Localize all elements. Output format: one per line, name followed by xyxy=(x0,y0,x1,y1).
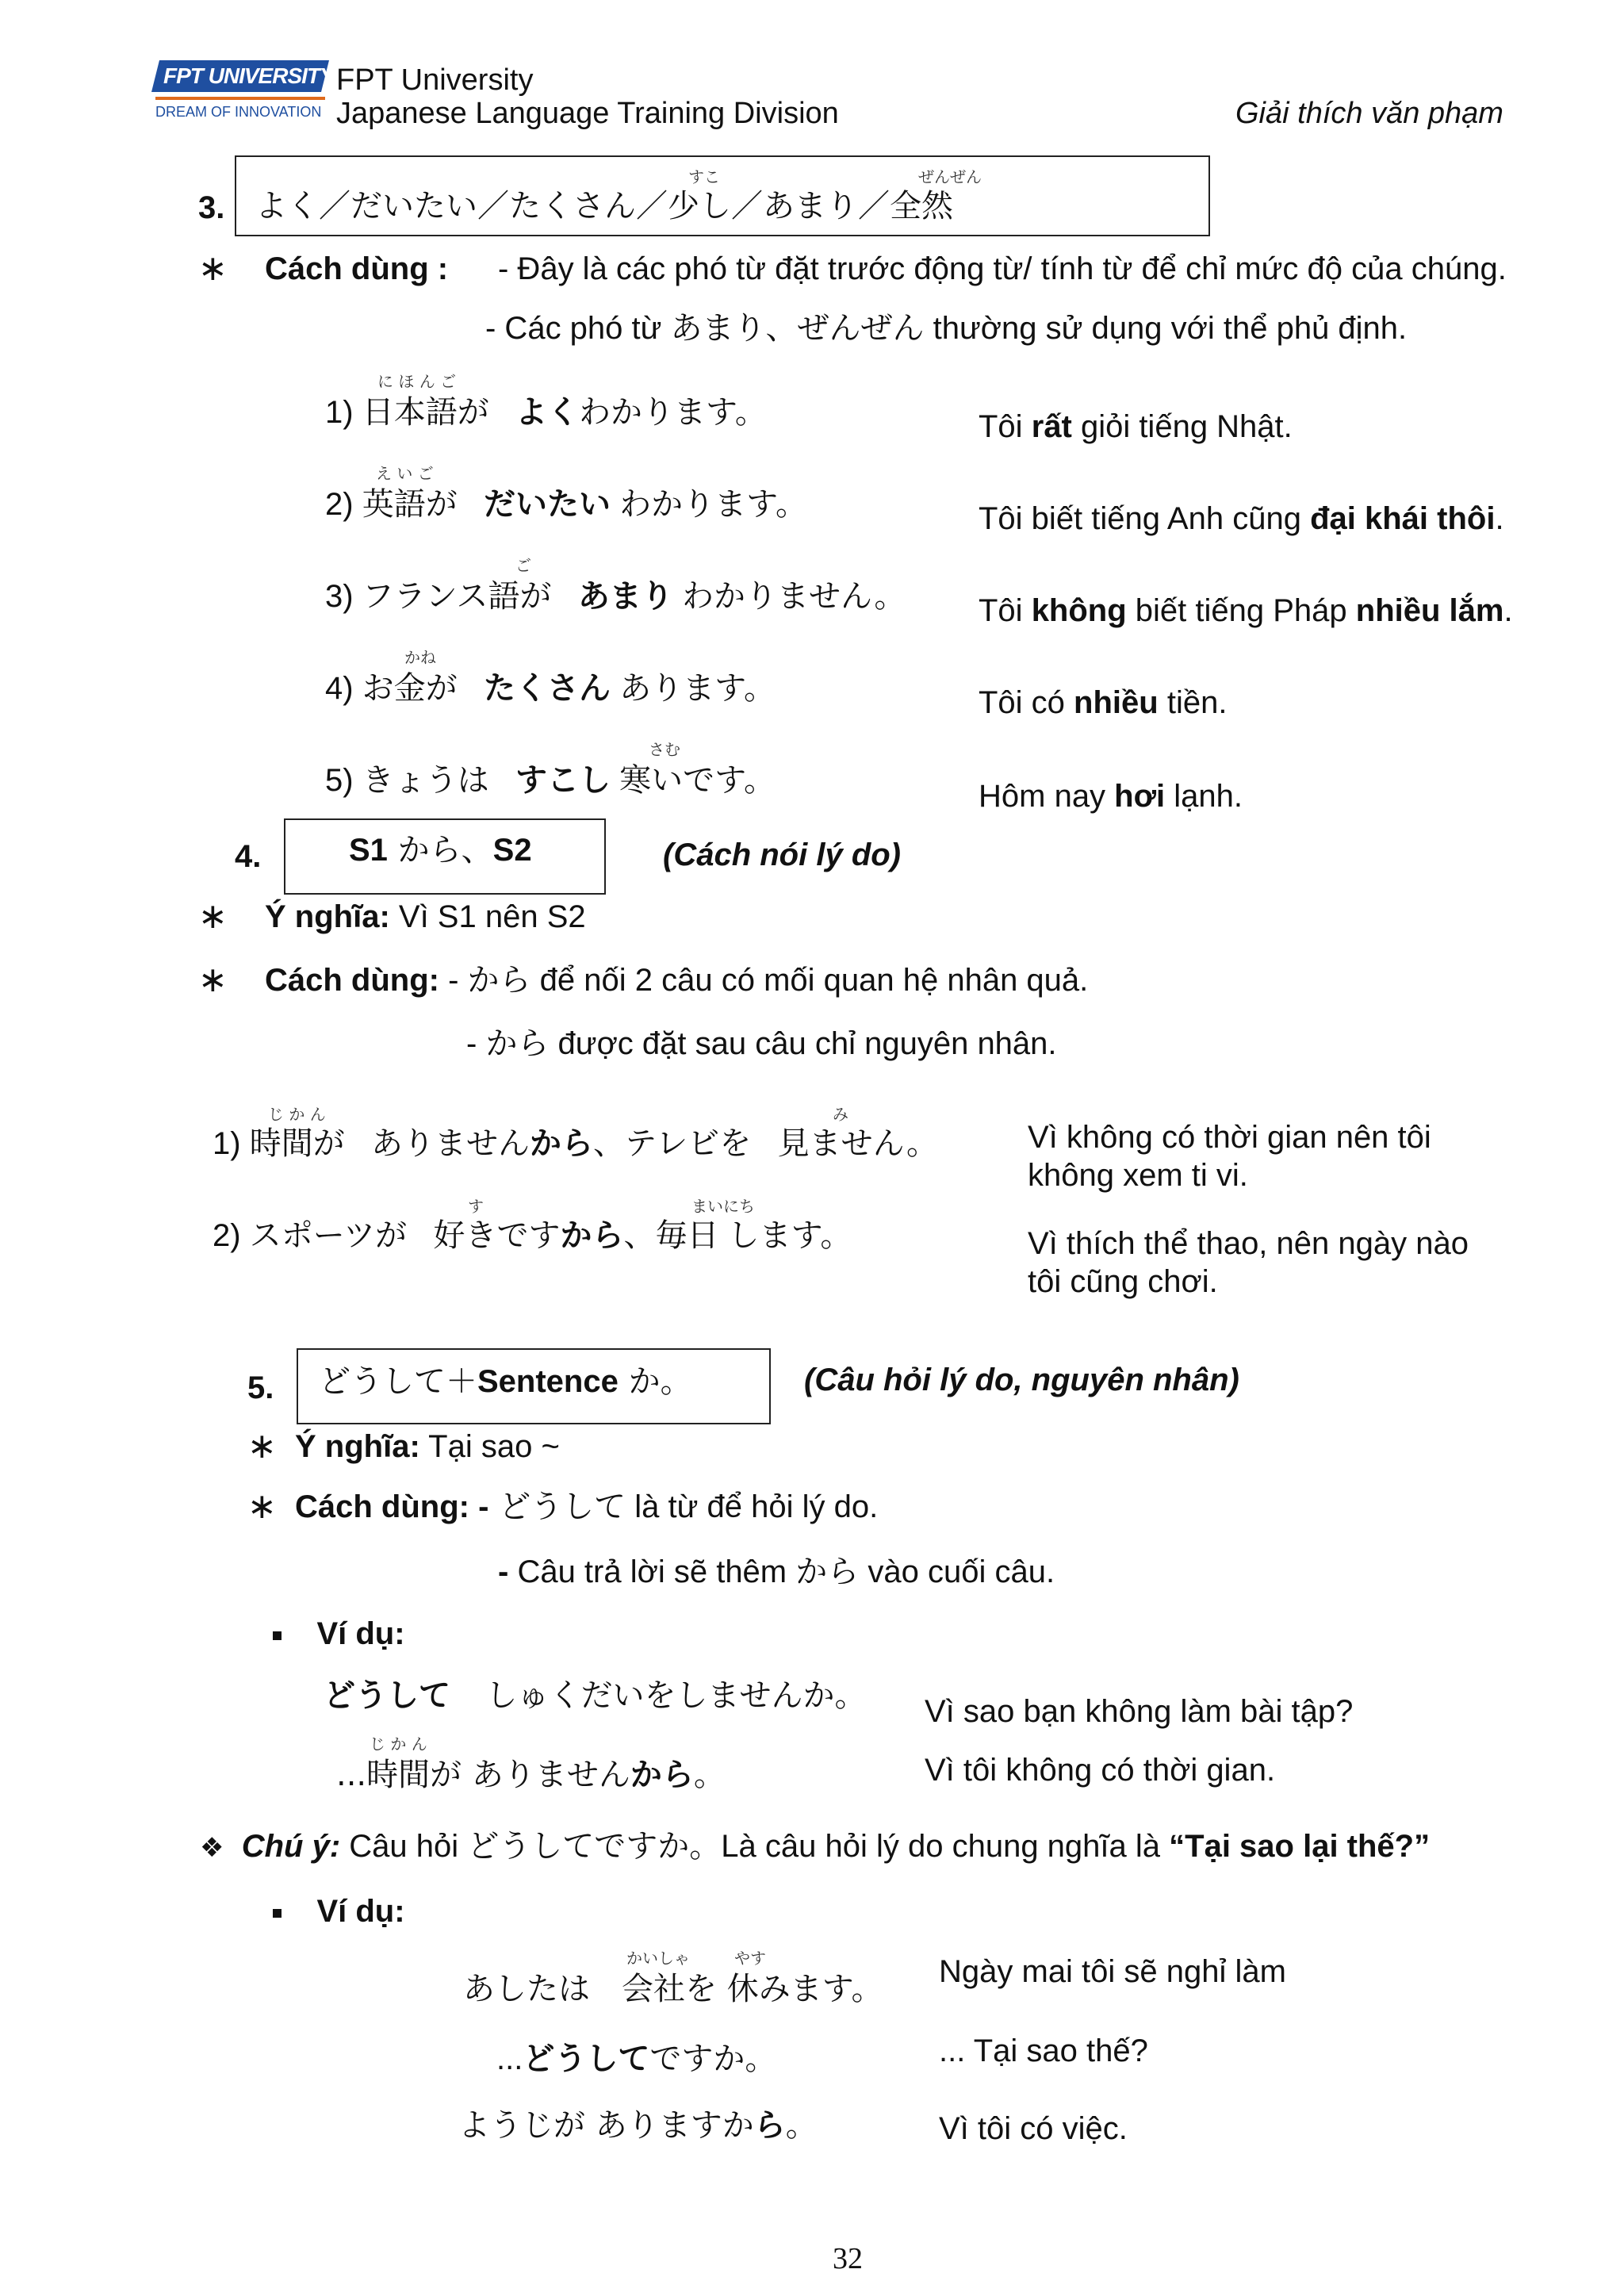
section-title: よく／だいたい／たくさん／少し／あまり／全然 xyxy=(255,188,953,224)
asterisk-icon: ∗ xyxy=(247,1487,277,1526)
meaning-line: Ý nghĩa: Vì S1 nên S2 xyxy=(265,899,586,934)
ruby-text: ぜんぜん xyxy=(918,167,982,186)
usage-label: Cách dùng : xyxy=(265,251,449,286)
translation: tôi cũng chơi. xyxy=(1028,1264,1218,1299)
ruby-text: さむ xyxy=(649,740,680,759)
list-item: 2) スポーツが 好きですから、毎日 します。 xyxy=(213,1217,852,1254)
usage-line: - Các phó từ あまり、ぜんぜん thường sử dụng với thể phủ định. xyxy=(485,310,1408,347)
translation: Tôi có nhiều tiền. xyxy=(979,685,1228,720)
example-label: Ví dụ: xyxy=(273,1615,405,1653)
translation: Tôi biết tiếng Anh cũng đại khái thôi. xyxy=(979,501,1504,536)
example-label: Ví dụ: xyxy=(273,1892,405,1930)
ruby-text: やす xyxy=(734,1949,766,1968)
usage-line: - Câu trả lời sẽ thêm から vào cuối câu. xyxy=(498,1554,1055,1590)
header-right-title: Giải thích văn phạm xyxy=(1235,97,1503,130)
ruby-text: かいしゃ xyxy=(626,1949,690,1968)
section-note: (Câu hỏi lý do, nguyên nhân) xyxy=(804,1363,1239,1397)
translation: Tôi không biết tiếng Pháp nhiều lắm. xyxy=(979,593,1513,628)
translation: Ngày mai tôi sẽ nghỉ làm xyxy=(939,1954,1286,1989)
asterisk-icon: ∗ xyxy=(198,897,228,936)
section-title: S1 から、S2 xyxy=(349,832,532,868)
ruby-text: ご xyxy=(515,556,531,575)
org-division: Japanese Language Training Division xyxy=(336,97,839,130)
ruby-text: み xyxy=(833,1105,848,1124)
example-line: ようじが ありますから。 xyxy=(458,2107,818,2144)
section-note: (Cách nói lý do) xyxy=(663,838,901,872)
ruby-text: かね xyxy=(404,648,436,667)
ruby-text: え い ご xyxy=(376,464,434,483)
logo-slogan: DREAM OF INNOVATION xyxy=(155,104,322,120)
ruby-text: じ か ん xyxy=(268,1105,326,1124)
section-number: 5. xyxy=(247,1370,274,1405)
meaning-line: Ý nghĩa: Tại sao ~ xyxy=(295,1429,560,1464)
usage-line: - から được đặt sau câu chỉ nguyên nhân. xyxy=(466,1025,1057,1062)
translation: Vì không có thời gian nên tôi xyxy=(1028,1120,1431,1155)
usage-line: - Đây là các phó từ đặt trước động từ/ tính từ để chỉ mức độ của chúng. xyxy=(498,251,1507,286)
list-item: 1) 時間が ありませんから、テレビを 見ません。 xyxy=(213,1125,938,1162)
fpt-logo-text: FPT UNIVERSITY xyxy=(163,63,334,88)
translation: Hôm nay hơi lạnh. xyxy=(979,779,1243,814)
org-name: FPT University xyxy=(336,63,534,97)
translation: không xem ti vi. xyxy=(1028,1158,1248,1193)
ruby-text: すこ xyxy=(688,167,720,186)
square-bullet-icon xyxy=(273,1631,282,1640)
ruby-text: まいにち xyxy=(691,1197,755,1216)
asterisk-icon: ∗ xyxy=(198,960,228,999)
example-answer: ...時間が ありませんから。 xyxy=(336,1757,726,1793)
translation: Vì tôi không có thời gian. xyxy=(925,1753,1276,1788)
translation: Vì tôi có việc. xyxy=(939,2111,1128,2146)
logo-bar xyxy=(155,97,325,100)
list-item: 4) お金が たくさん あります。 xyxy=(325,670,776,707)
page-number: 32 xyxy=(833,2242,863,2275)
translation: Vì sao bạn không làm bài tập? xyxy=(925,1694,1354,1729)
square-bullet-icon xyxy=(273,1909,282,1918)
diamond-bullet-icon: ❖ xyxy=(200,1833,224,1863)
asterisk-icon: ∗ xyxy=(198,249,228,288)
section-title: どうして＋Sentence か。 xyxy=(319,1363,692,1400)
translation: Tôi rất giỏi tiếng Nhật. xyxy=(979,409,1293,444)
section-number: 3. xyxy=(198,190,225,225)
example-question: どうして しゅくだいをしませんか。 xyxy=(324,1677,867,1714)
usage-line: Cách dùng: - から để nối 2 câu có mối quan hệ nhân quả. xyxy=(265,962,1089,999)
ruby-text: す xyxy=(468,1197,484,1216)
list-item: 2) 英語が だいたい わかります。 xyxy=(325,486,807,523)
example-line: ...どうしてですか。 xyxy=(496,2041,777,2077)
list-item: 3) フランス語が あまり わかりません。 xyxy=(325,578,906,615)
section-number: 4. xyxy=(235,839,262,874)
asterisk-icon: ∗ xyxy=(247,1427,277,1466)
ruby-text: に ほ ん ご xyxy=(377,372,457,391)
list-item: 1) 日本語が よくわかります。 xyxy=(325,394,767,431)
usage-line: Cách dùng: - どうして là từ để hỏi lý do. xyxy=(295,1489,879,1525)
translation: ... Tại sao thế? xyxy=(939,2033,1148,2068)
ruby-text: じ か ん xyxy=(370,1734,427,1754)
example-line: あしたは 会社を 休みます。 xyxy=(463,1971,883,2007)
list-item: 5) きょうは すこし 寒いです。 xyxy=(325,762,776,799)
note-line: ❖ Chú ý: Câu hỏi どうしてですか。Là câu hỏi lý do chung nghĩa là “Tại sao lại thế?” xyxy=(200,1828,1431,1865)
translation: Vì thích thể thao, nên ngày nào xyxy=(1028,1226,1469,1261)
